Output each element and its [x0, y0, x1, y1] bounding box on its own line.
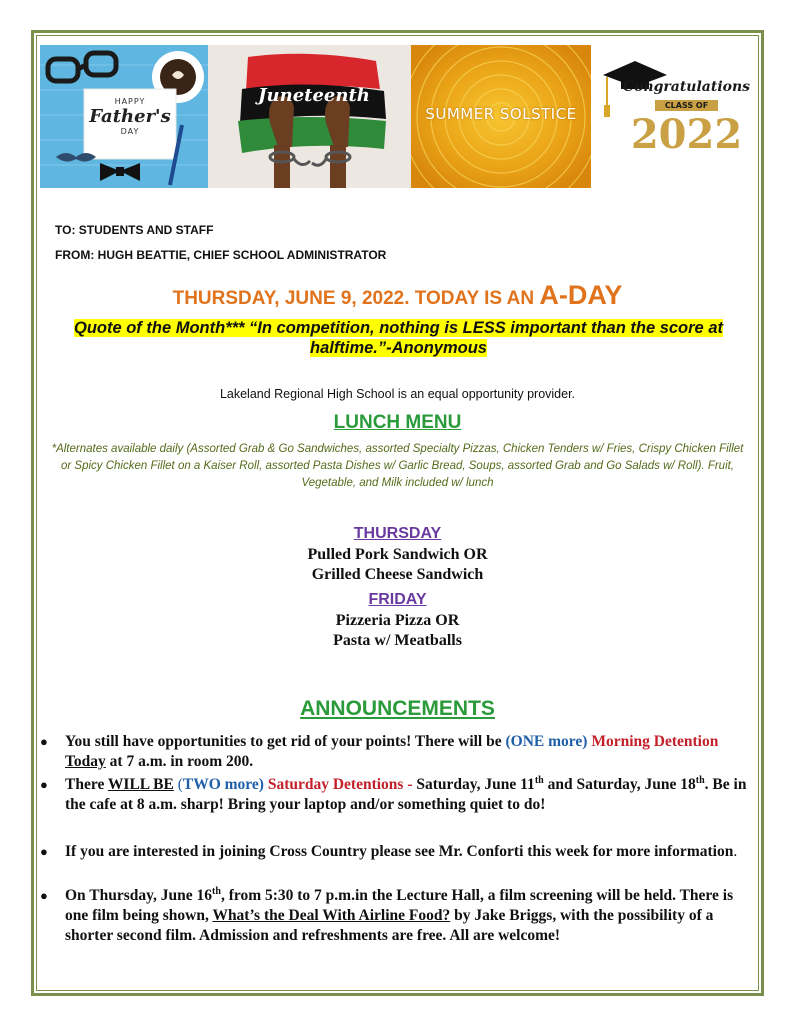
- announcement-text: You still have opportunities to get rid of your points! There will be: [65, 733, 506, 750]
- announcements-title: ANNOUNCEMENTS: [300, 697, 495, 720]
- menu-day-thursday: [0, 525, 795, 584]
- announcement-text: On Thursday, June 16: [65, 887, 213, 904]
- announcement-emphasis: Today: [65, 753, 106, 770]
- announcement-emphasis: WILL BE: [107, 776, 174, 793]
- announcement-text: If you are interested in joining Cross Country please see Mr. Conforti this week for more information: [65, 843, 734, 860]
- graduation-year: 2022: [630, 111, 743, 158]
- announcement-highlight: Morning Detention: [591, 733, 719, 750]
- announcement-text: , from 5:30 to 7 p.m.in the Lecture Hall, a film screening will be held. There is one film being shown,: [65, 887, 734, 924]
- announcement-text: and Saturday, June 18: [543, 776, 696, 793]
- announcement-item: [40, 842, 755, 862]
- announcement-text: Saturday, June 11: [416, 776, 535, 793]
- menu-item: Pasta w/ Meatballs: [333, 632, 462, 649]
- menu-item: Grilled Cheese Sandwich: [311, 566, 484, 583]
- quote-text: Quote of the Month*** “In competition, nothing is LESS important than the score at halftime.”-Anonymous: [73, 319, 723, 357]
- ordinal-suffix: th: [534, 774, 544, 786]
- announcement-item: [40, 775, 755, 815]
- menu-day-label: FRIDAY: [368, 591, 427, 608]
- juneteenth-title: Juneteenth: [258, 85, 370, 106]
- date-line: [0, 280, 795, 311]
- bullet-icon: ●: [40, 777, 48, 792]
- fathers-day-line2: Father's: [89, 106, 171, 127]
- graduation-line2: CLASS OF: [655, 100, 718, 111]
- ordinal-suffix: th: [212, 885, 221, 897]
- memo-from: FROM: HUGH BEATTIE, CHIEF SCHOOL ADMINISTRATOR: [55, 248, 387, 262]
- bullet-icon: ●: [40, 734, 48, 749]
- announcement-highlight: TWO more): [182, 776, 264, 793]
- announcement-text: . Be in the cafe at 8 a.m. sharp! Bring your laptop and/or something quiet to do!: [65, 776, 747, 813]
- menu-day-label: THURSDAY: [353, 525, 442, 542]
- fathers-day-line3: DAY: [120, 127, 140, 136]
- announcement-item: [40, 886, 755, 946]
- memo-to: TO: STUDENTS AND STAFF: [55, 223, 214, 237]
- lunch-alternates: *Alternates available daily (Assorted Grab & Go Sandwiches, assorted Specialty Pizzas, Chicken Tenders w/ Fries, Crispy Chicken Fillet or Spicy Chicken Fillet on a Kaiser Roll, assorted Pasta Dishes w/ Garlic Bread, Soups, assorted Grab and Go Salads w/ Roll). Fruit, Vegetable, and Milk included w/ lunch: [51, 443, 744, 489]
- menu-item: Pulled Pork Sandwich OR: [307, 546, 488, 563]
- equal-opportunity-statement: Lakeland Regional High School is an equal opportunity provider.: [219, 387, 576, 401]
- menu-day-friday: [0, 591, 795, 650]
- graduation-banner: [591, 45, 754, 188]
- announcement-highlight: Saturday Detentions -: [263, 776, 417, 793]
- juneteenth-illustration: [208, 45, 411, 188]
- announcement-text: .: [733, 843, 738, 860]
- quote-of-month: [46, 318, 751, 358]
- date-text: THURSDAY, JUNE 9, 2022. TODAY IS AN: [172, 288, 540, 309]
- bullet-icon: ●: [40, 844, 48, 859]
- menu-item: Pizzeria Pizza OR: [335, 612, 460, 629]
- day-type: A-DAY: [539, 280, 623, 310]
- bullet-icon: ●: [40, 888, 48, 903]
- juneteenth-banner: [208, 45, 411, 188]
- summer-solstice-banner: [411, 45, 591, 188]
- ordinal-suffix: th: [695, 774, 705, 786]
- fathers-day-banner: [40, 45, 208, 188]
- film-title: What’s the Deal With Airline Food?: [212, 907, 451, 924]
- lunch-menu-title: LUNCH MENU: [333, 412, 462, 433]
- solstice-title: SUMMER SOLSTICE: [425, 105, 577, 123]
- announcement-text: by Jake Briggs, with the possibility of a shorter second film. Admission and refreshments are free. All are welcome!: [65, 907, 714, 944]
- graduation-line1: Congratulations: [622, 79, 751, 95]
- announcement-text: (: [173, 776, 183, 793]
- fathers-day-line1: HAPPY: [114, 97, 146, 106]
- announcement-highlight: (ONE more): [505, 733, 588, 750]
- announcement-item: [40, 732, 755, 772]
- announcement-text: There: [65, 776, 108, 793]
- announcement-text: at 7 a.m. in room 200.: [105, 753, 254, 770]
